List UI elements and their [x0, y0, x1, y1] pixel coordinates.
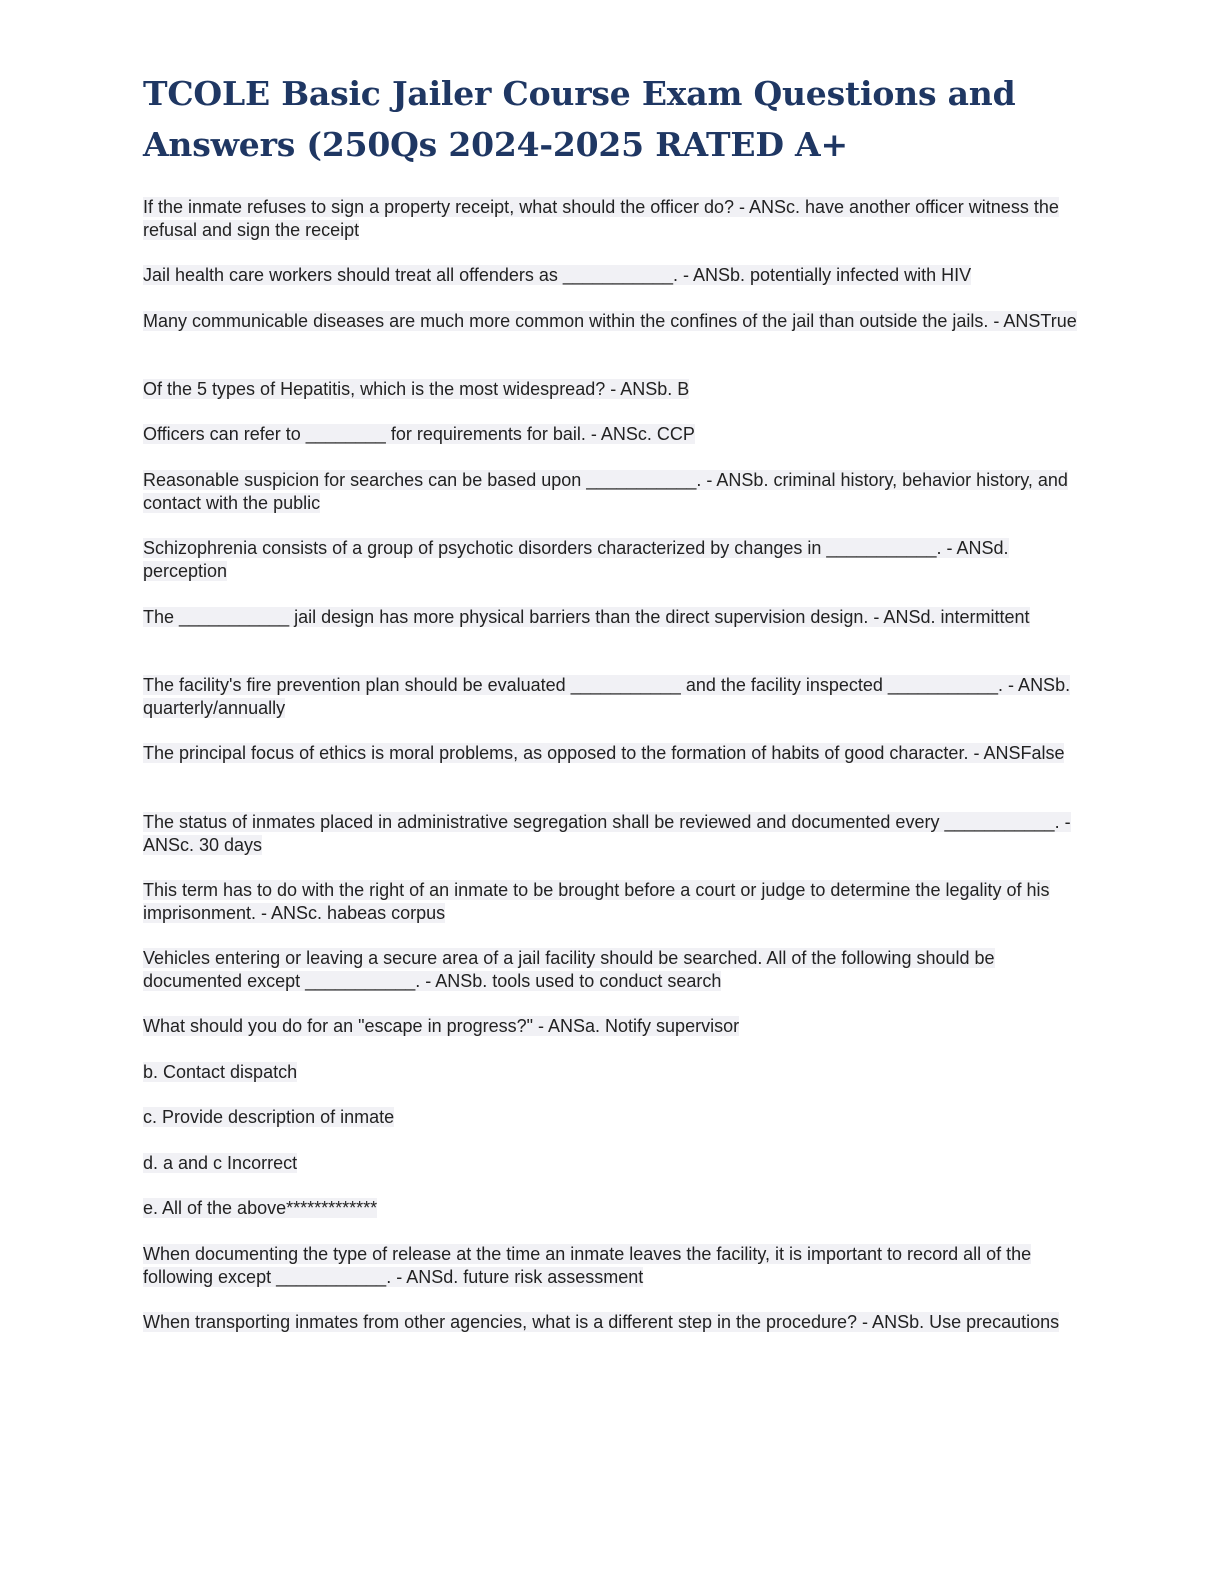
qa-item [143, 606, 1078, 629]
qa-item-text: When transporting inmates from other agencies, what is a different step in the procedure? - ANSb. Use precautions [143, 1312, 1060, 1332]
qa-item [143, 196, 1078, 242]
qa-item-text: Jail health care workers should treat all offenders as ___________. - ANSb. potentially infected with HIV [143, 265, 972, 285]
qa-item [143, 1311, 1078, 1334]
qa-item [143, 378, 1078, 401]
qa-item-text: Many communicable diseases are much more common within the confines of the jail than outside the jails. - ANSTrue [143, 311, 1077, 331]
qa-item-text: e. All of the above************* [143, 1198, 378, 1218]
qa-item [143, 742, 1078, 765]
qa-item [143, 879, 1078, 925]
qa-item-text: Of the 5 types of Hepatitis, which is the most widespread? - ANSb. B [143, 379, 690, 399]
qa-item [143, 1152, 1078, 1175]
qa-item-text: The principal focus of ethics is moral problems, as opposed to the formation of habits of good character. - ANSFalse [143, 743, 1065, 763]
qa-item [143, 1243, 1078, 1289]
qa-item [143, 469, 1078, 515]
qa-item-text: When documenting the type of release at the time an inmate leaves the facility, it is important to record all of the following except ___________. - ANSd. future risk assessment [143, 1244, 1032, 1287]
qa-item [143, 1106, 1078, 1129]
qa-item [143, 947, 1078, 993]
qa-item [143, 674, 1078, 720]
qa-item-text: c. Provide description of inmate [143, 1107, 395, 1127]
qa-item [143, 310, 1078, 333]
qa-item [143, 1015, 1078, 1038]
qa-item [143, 423, 1078, 446]
qa-item-text: Schizophrenia consists of a group of psychotic disorders characterized by changes in ___________. - ANSd. perception [143, 538, 1009, 581]
qa-item-text: If the inmate refuses to sign a property receipt, what should the officer do? - ANSc. have another officer witness the refusal and sign the receipt [143, 197, 1059, 240]
qa-item [143, 1061, 1078, 1084]
qa-item-text: The ___________ jail design has more physical barriers than the direct supervision design. - ANSd. intermittent [143, 607, 1030, 627]
qa-item [143, 537, 1078, 583]
qa-item-text: Officers can refer to ________ for requirements for bail. - ANSc. CCP [143, 424, 695, 444]
qa-item-text: d. a and c Incorrect [143, 1153, 298, 1173]
document-title: TCOLE Basic Jailer Course Exam Questions and Answers (250Qs 2024-2025 RATED A+ [143, 74, 1016, 164]
qa-item-text: This term has to do with the right of an inmate to be brought before a court or judge to determine the legality of his imprisonment. - ANSc. habeas corpus [143, 880, 1050, 923]
qa-item [143, 264, 1078, 287]
qa-item-text: b. Contact dispatch [143, 1062, 298, 1082]
qa-item-text: The facility's fire prevention plan should be evaluated ___________ and the facility inspected ___________. - ANSb. quarterly/annually [143, 675, 1071, 718]
qa-item [143, 1197, 1078, 1220]
qa-item-text: What should you do for an "escape in progress?" - ANSa. Notify supervisor [143, 1016, 740, 1036]
qa-item-text: The status of inmates placed in administrative segregation shall be reviewed and documented every ___________. - ANSc. 30 days [143, 812, 1071, 855]
qa-item-text: Reasonable suspicion for searches can be based upon ___________. - ANSb. criminal history, behavior history, and contact with the public [143, 470, 1068, 513]
qa-item [143, 811, 1078, 857]
qa-item-text: Vehicles entering or leaving a secure area of a jail facility should be searched. All of the following should be documented except ___________. - ANSb. tools used to conduct search [143, 948, 995, 991]
